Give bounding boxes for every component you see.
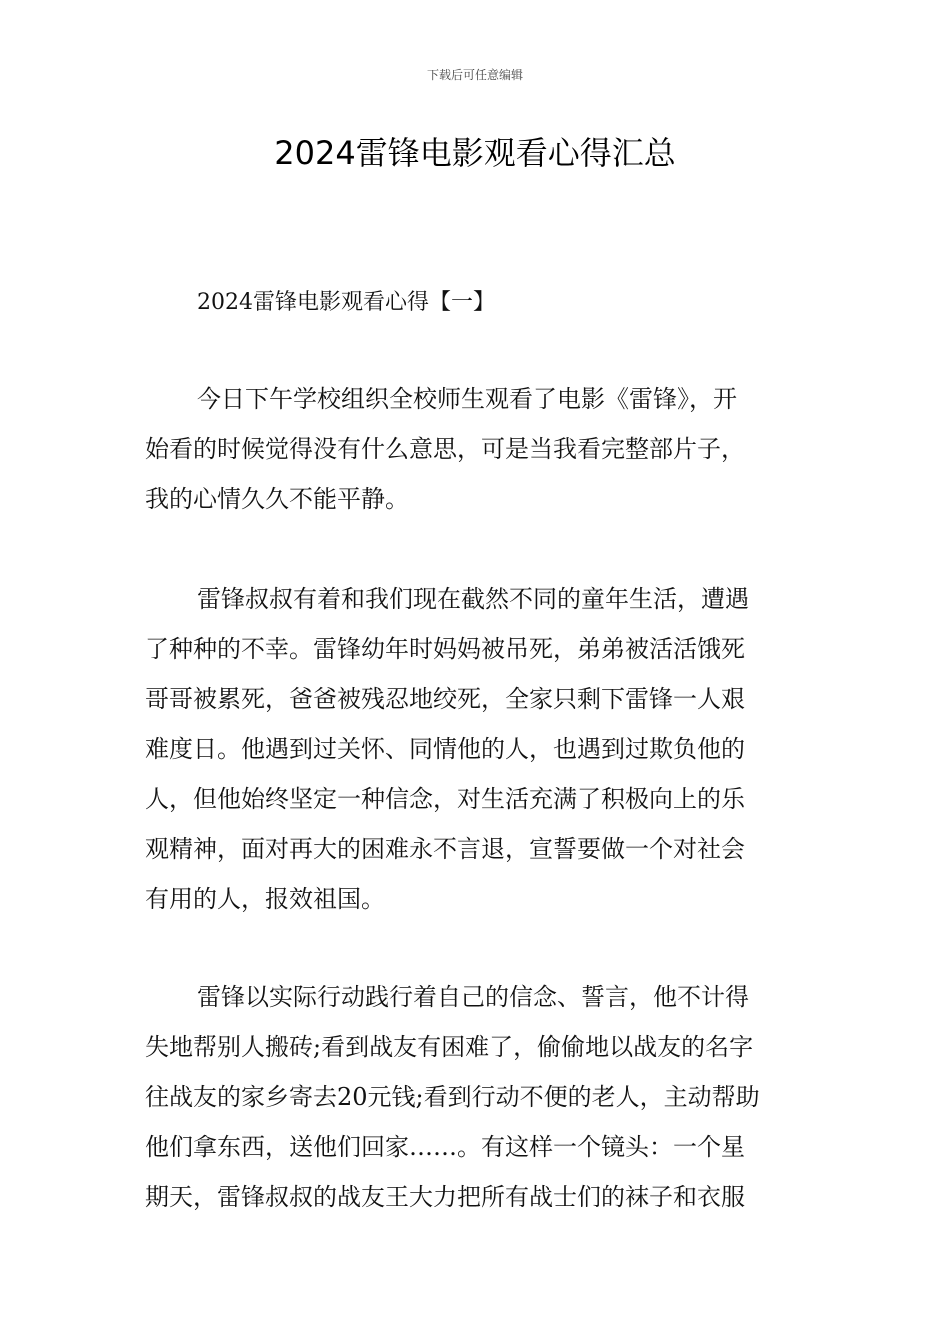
paragraph-line: 我的心情久久不能平静。 bbox=[145, 485, 409, 513]
paragraph-line: 难度日。他遇到过关怀、同情他的人，也遇到过欺负他的 bbox=[145, 735, 745, 763]
paragraph-line: 始看的时候觉得没有什么意思，可是当我看完整部片子， bbox=[145, 435, 745, 463]
paragraph-line: 哥哥被累死，爸爸被残忍地绞死，全家只剩下雷锋一人艰 bbox=[145, 685, 745, 713]
document-title: 2024雷锋电影观看心得汇总 bbox=[274, 134, 676, 172]
paragraph-2 bbox=[145, 574, 805, 924]
paragraph-line: 人，但他始终坚定一种信念，对生活充满了积极向上的乐 bbox=[145, 785, 745, 813]
paragraph-line: 有用的人，报效祖国。 bbox=[145, 885, 385, 913]
paragraph-line: 他们拿东西，送他们回家……。有这样一个镜头：一个星 bbox=[145, 1133, 745, 1161]
paragraph-line: 雷锋叔叔有着和我们现在截然不同的童年生活，遭遇 bbox=[197, 585, 749, 613]
paragraph-line: 期天，雷锋叔叔的战友王大力把所有战士们的袜子和衣服 bbox=[145, 1183, 745, 1211]
paragraph-line: 雷锋以实际行动践行着自己的信念、誓言，他不计得 bbox=[197, 983, 749, 1011]
paragraph-line: 了种种的不幸。雷锋幼年时妈妈被吊死，弟弟被活活饿死 bbox=[145, 635, 745, 663]
paragraph-1 bbox=[145, 374, 805, 524]
paragraph-3 bbox=[145, 972, 805, 1222]
paragraph-line: 观精神，面对再大的困难永不言退，宣誓要做一个对社会 bbox=[145, 835, 745, 863]
paragraph-line: 今日下午学校组织全校师生观看了电影《雷锋》，开 bbox=[197, 385, 737, 413]
paragraph-line: 往战友的家乡寄去20元钱;看到行动不便的老人，主动帮助 bbox=[145, 1083, 760, 1111]
section-heading: 2024雷锋电影观看心得【一】 bbox=[197, 290, 495, 315]
page-header-note: 下载后可任意编辑 bbox=[426, 68, 523, 82]
paragraph-line: 失地帮别人搬砖;看到战友有困难了，偷偷地以战友的名字 bbox=[145, 1033, 754, 1061]
